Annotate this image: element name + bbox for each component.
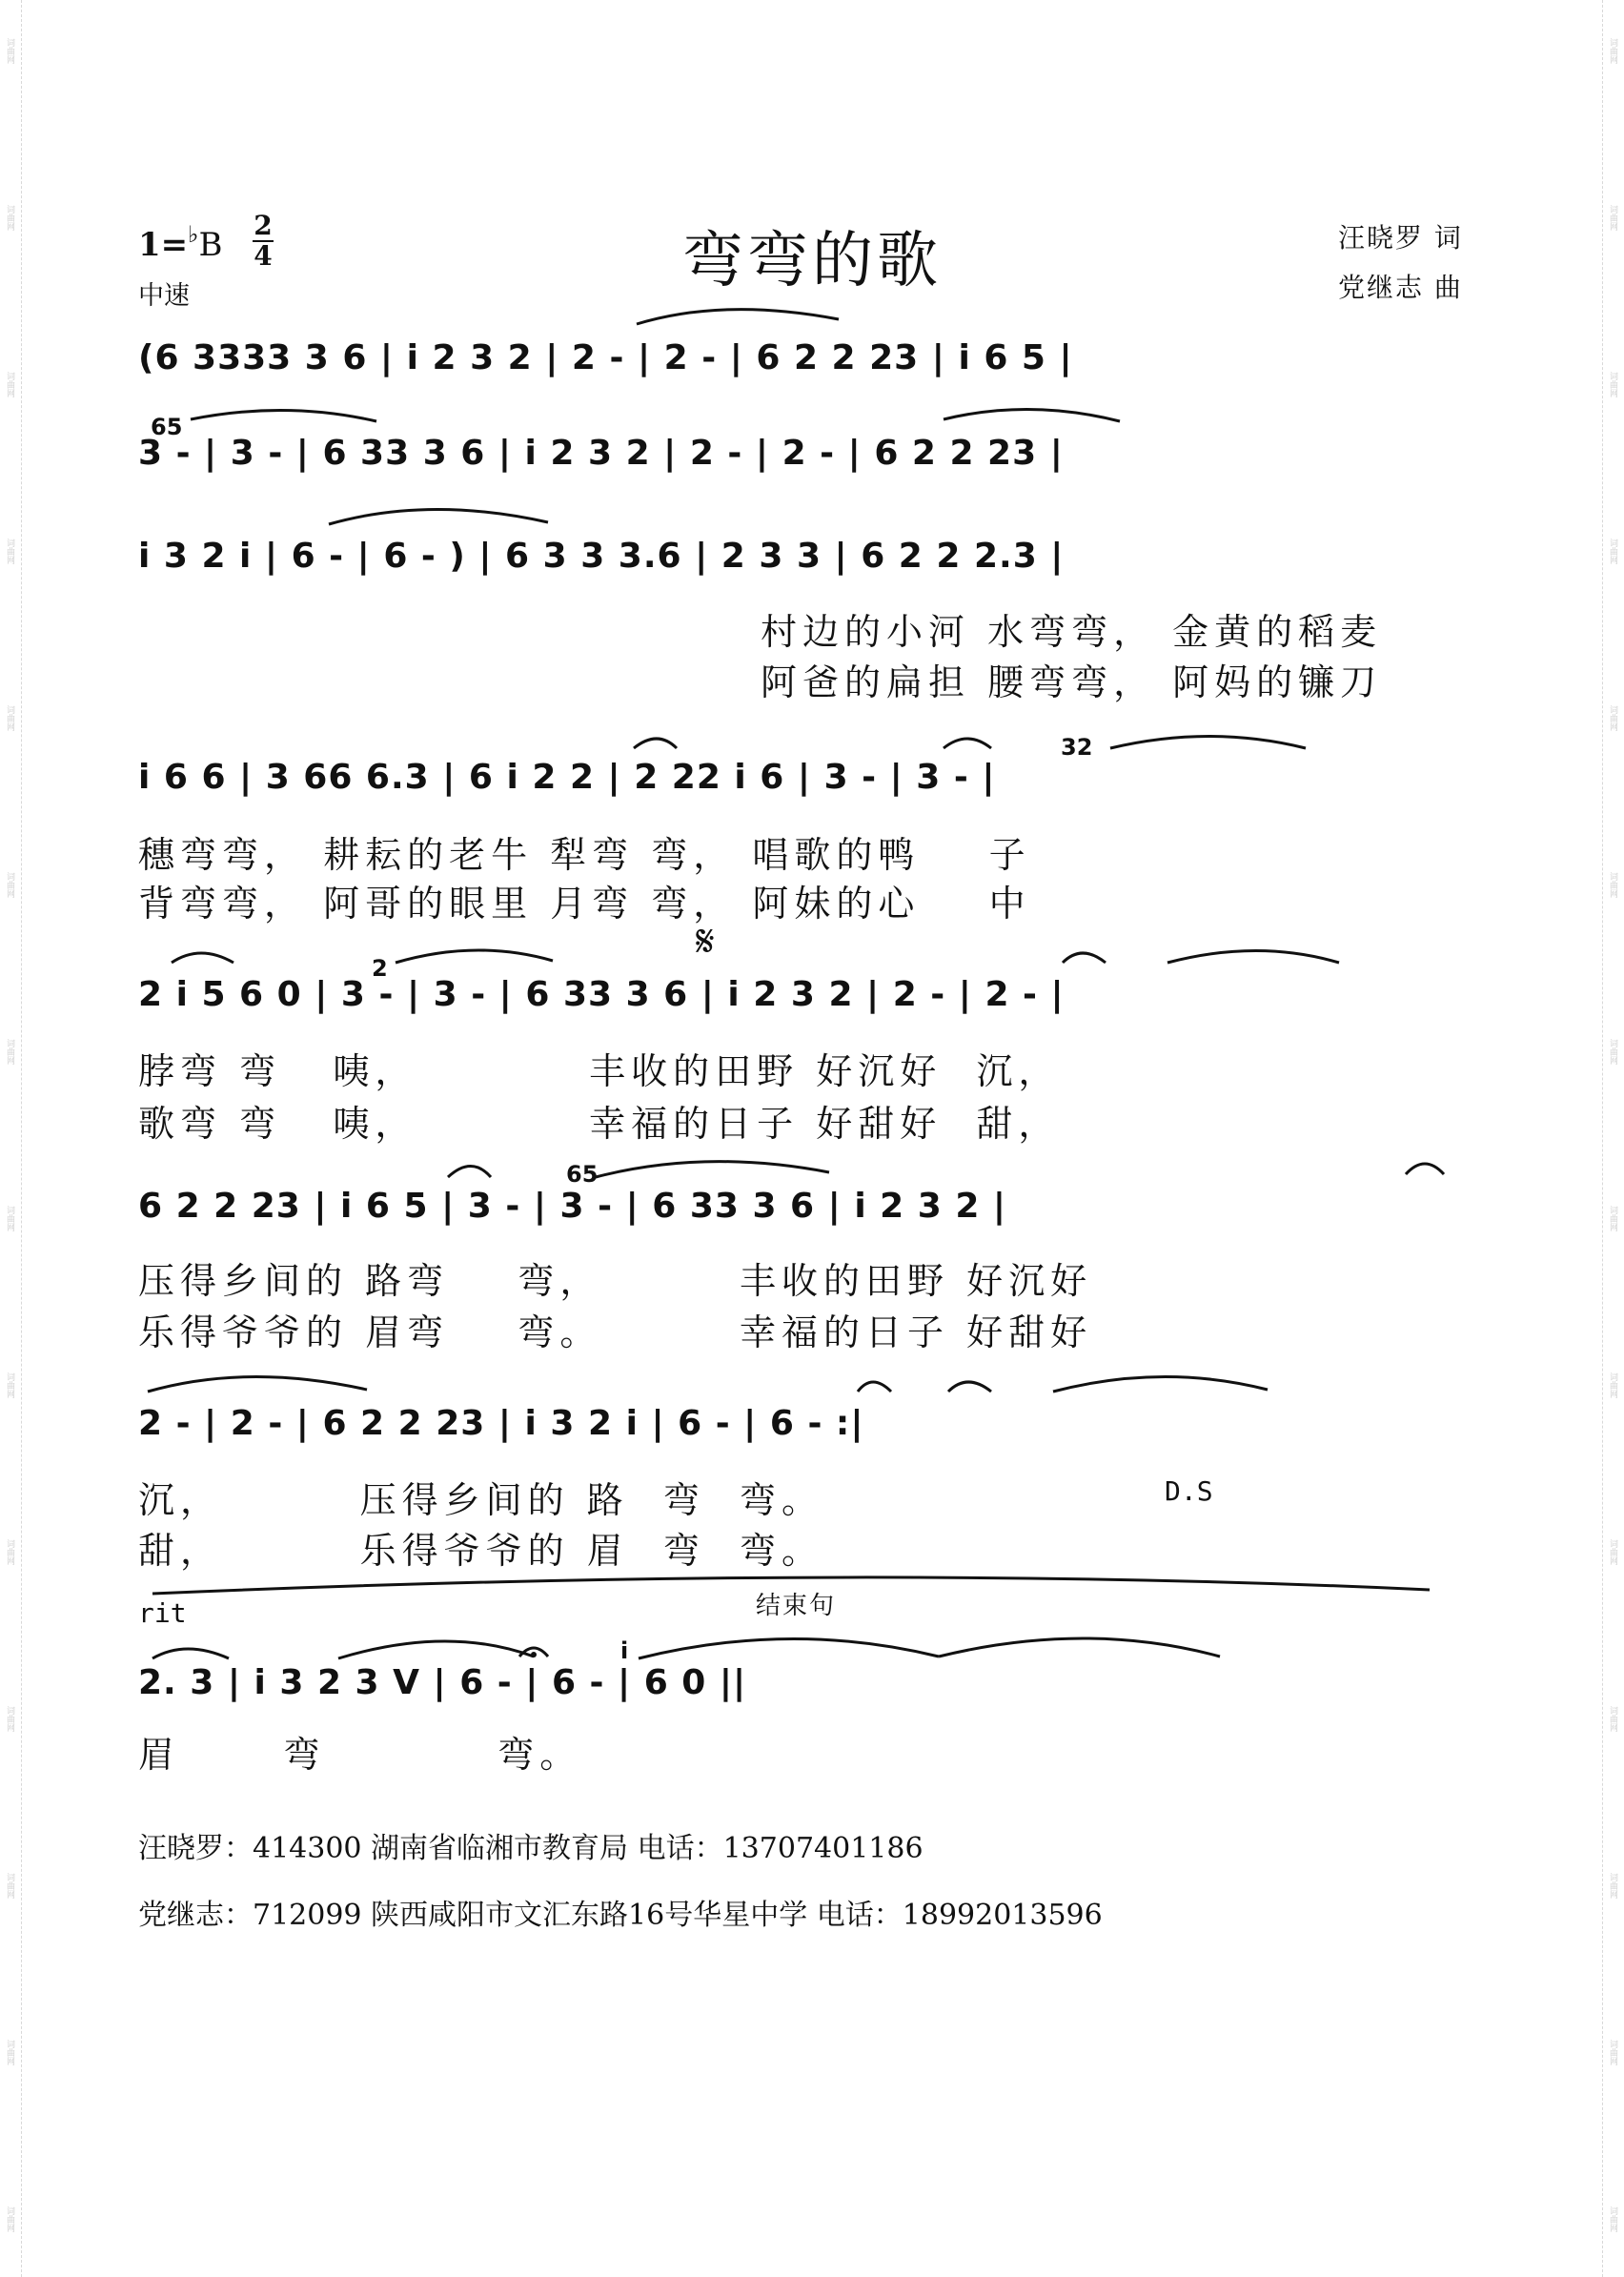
watermark-text: 词曲网 [1608,1372,1617,1398]
lyrics-line-5-verse-1: 沉， 压得乡间的 路 弯 弯。 [138,1479,824,1521]
watermark-text: 词曲网 [1608,38,1617,64]
score-row-5: 2 i 5 6 0 | 3 - | 3 - | 6 33 3 6 | i 2 3 2 | 2 - | 2 - | [138,975,1065,1014]
tie-row-6b [596,1162,829,1177]
lyrics-line-6: 眉 弯 弯。 [138,1734,582,1776]
tie-row-4b [944,739,991,748]
lyrics-line-3-verse-2: 歌弯 弯 咦， 幸福的日子 好甜好 甜， [138,1103,1061,1145]
watermark-text: 词曲网 [5,205,14,231]
tie-row-7c [948,1382,991,1392]
score-row-4: i 6 6 | 3 66 6.3 | 6 i 2 2 | 2 22 i 6 | 3 - | 3 - | [138,758,996,797]
grace-note-3: 2 [372,955,388,982]
score-row-6: 6 2 2 23 | i 6 5 | 3 - | 3 - | 6 33 3 6 | i 2 3 2 | [138,1187,1007,1226]
tie-row-5a [172,953,233,963]
key-signature: 1=♭B [138,221,223,264]
watermark-text: 词曲网 [1608,1206,1617,1231]
watermark-text: 词曲网 [5,2040,14,2065]
grace-note-2: 32 [1061,734,1093,761]
lyrics-line-1-verse-2: 阿爸的扁担 腰弯弯， 阿妈的镰刀 [761,661,1383,703]
rit-marking: rit [138,1597,187,1629]
watermark-text: 词曲网 [1608,1873,1617,1899]
tie-row-5c [1063,953,1106,963]
watermark-text: 词曲网 [1608,2206,1617,2232]
lyrics-line-1-verse-1: 村边的小河 水弯弯， 金黄的稻麦 [761,611,1383,653]
composer-credit: 党继志 曲 [1338,272,1463,303]
watermark-text: 词曲网 [5,2206,14,2232]
tie-row-7d [1053,1376,1268,1392]
segno-sign: 𝄋 [696,915,715,966]
watermark-text: 词曲网 [1608,872,1617,898]
score-row-2: 3 - | 3 - | 6 33 3 6 | i 2 3 2 | 2 - | 2 - | 6 2 2 23 | [138,434,1064,473]
grace-note-5: i [620,1637,629,1664]
watermark-text: 词曲网 [1608,372,1617,397]
watermark-text: 词曲网 [1608,205,1617,231]
lyrics-line-3-verse-1: 脖弯 弯 咦， 丰收的田野 好沉好 沉， [138,1050,1061,1092]
contact-line-composer: 党继志：712099 陕西咸阳市文汇东路16号华星中学 电话：18992013596 [138,1899,1103,1932]
tie-row-8b [338,1641,534,1658]
tie-row-5b [396,950,553,963]
fermata-dot [531,1652,537,1657]
score-row-1: (6 3333 3 6 | i 2 3 2 | 2 - | 2 - | 6 2 2 23 | i 6 5 | [138,338,1073,377]
watermark-text: 词曲网 [5,539,14,564]
lyrics-line-2-verse-1: 穗弯弯， 耕耘的老牛 犁弯 弯， 唱歌的鸭 子 [138,834,1031,876]
tempo-marking: 中速 [138,281,190,311]
song-title: 弯弯的歌 [682,226,942,296]
score-row-7: 2 - | 2 - | 6 2 2 23 | i 3 2 i | 6 - | 6 - :| [138,1404,864,1443]
watermark-text: 词曲网 [5,38,14,64]
watermark-text: 词曲网 [1608,1039,1617,1065]
grace-note-1: 65 [151,414,183,440]
watermark-text: 词曲网 [5,1206,14,1231]
score-row-8: 2. 3 | i 3 2 3 V | 6 - | 6 - | 6 0 || [138,1663,747,1702]
tie-row-6c [1406,1164,1444,1174]
tie-row-6a [448,1167,491,1178]
lyrics-line-4-verse-2: 乐得爷爷的 眉弯 弯。 幸福的日子 好甜好 [138,1311,1093,1353]
watermark-text: 词曲网 [5,705,14,731]
ending-label: 结束句 [756,1592,837,1620]
watermark-text: 词曲网 [1608,2040,1617,2065]
watermark-text: 词曲网 [5,1706,14,1732]
watermark-text: 词曲网 [1608,1539,1617,1565]
tie-row-5d [1167,951,1339,964]
lyrics-line-4-verse-1: 压得乡间的 路弯 弯， 丰收的田野 好沉好 [138,1260,1093,1302]
watermark-text: 词曲网 [1608,539,1617,564]
watermark-text: 词曲网 [1608,1706,1617,1732]
tie-row-1 [637,310,839,324]
phrase-ending [152,1577,1430,1594]
tie-row-7b [858,1382,891,1392]
watermark-text: 词曲网 [5,1539,14,1565]
tie-row-3 [329,509,548,524]
watermark-text: 词曲网 [5,1039,14,1065]
watermark-text: 词曲网 [1608,705,1617,731]
watermark-text: 词曲网 [5,872,14,898]
contact-line-lyricist: 汪晓罗：414300 湖南省临湘市教育局 电话：13707401186 [138,1832,924,1865]
lyrics-line-5-verse-2: 甜， 乐得爷爷的 眉 弯 弯。 [138,1530,824,1572]
tie-row-7a [148,1376,367,1392]
tie-row-8c [639,1638,939,1658]
tie-row-4c [1110,737,1306,749]
tie-row-2b [944,409,1120,421]
grace-note-4: 65 [566,1161,599,1188]
score-row-3: i 3 2 i | 6 - | 6 - ) | 6 3 3 3.6 | 2 3 3 | 6 2 2 2.3 | [138,537,1065,576]
ds-marking: D.S [1165,1475,1213,1507]
tie-row-8d [939,1638,1220,1657]
watermark-text: 词曲网 [5,372,14,397]
tie-row-8a [152,1649,229,1658]
time-signature: 2 4 [254,210,273,272]
watermark-text: 词曲网 [5,1873,14,1899]
tie-row-4a [634,739,677,748]
lyricist-credit: 汪晓罗 词 [1338,222,1463,254]
tie-row-2 [191,410,376,421]
lyrics-line-2-verse-2: 背弯弯， 阿哥的眼里 月弯 弯， 阿妹的心 中 [138,883,1031,925]
watermark-text: 词曲网 [5,1372,14,1398]
